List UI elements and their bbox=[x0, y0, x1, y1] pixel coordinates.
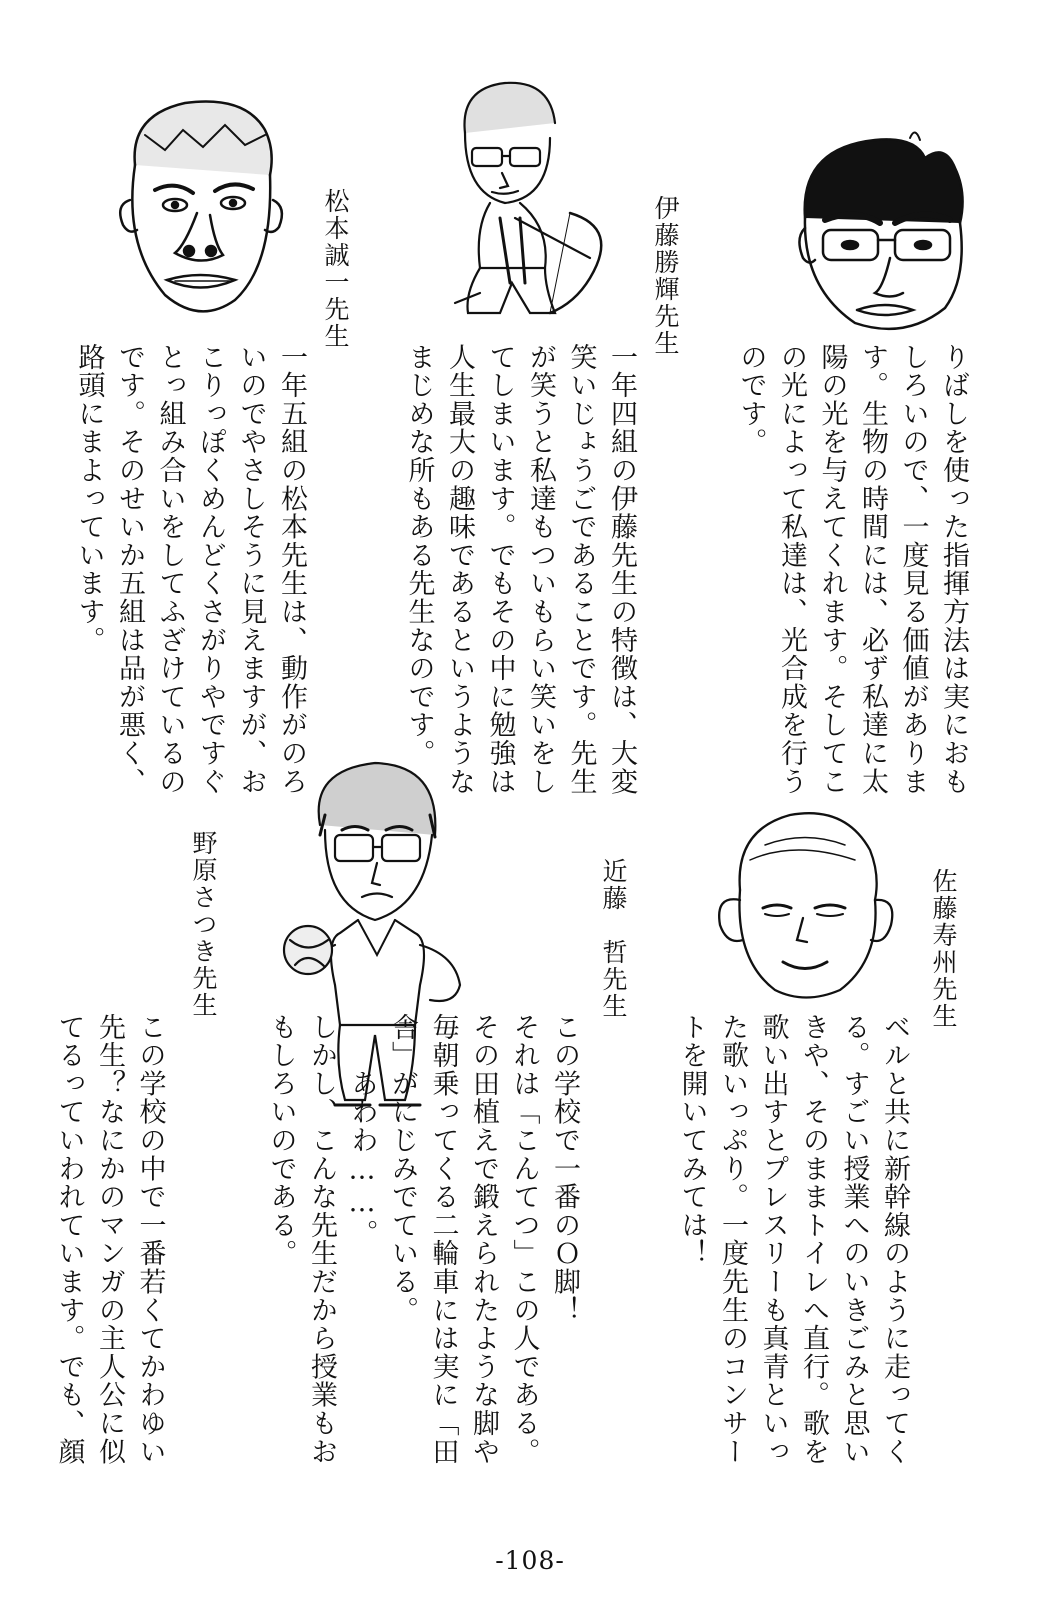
ito-teacher-description: 一年四組の伊藤先生の特徴は、大変 笑いじょうごであることです。先生 が笑うと私達もついもらい笑いをし てしまいます。でもその中に勉強は 人生最大の趣味であるというような まじめな所もある先生なのです。 bbox=[403, 343, 637, 796]
biology-teacher-description: りばしを使った指揮方法は実におも しろいので、一度見る価値がありま す。生物の時間には、必ず私達に太 陽の光を与えてくれます。そしてこ の光によって私達は、光合成を行う のです。 bbox=[735, 343, 969, 796]
page-number: -108- bbox=[495, 1546, 565, 1575]
matsumoto-teacher-description: 一年五組の松本先生は、動作がのろ いのでやさしそうに見えますが、お こりっぽくめんどくさがりやですぐ とっ組み合いをしてふざけているの です。そのせいか五組は品が悪く、 路頭にまよっています。 bbox=[73, 343, 307, 796]
nohara-teacher-name: 野原さつき先生 bbox=[189, 830, 218, 1019]
nohara-teacher-description: この学校の中で一番若くてかわゆい 先生？なにかのマンガの主人公に似 てるっていわれています。でも、顔 bbox=[53, 1013, 166, 1466]
matsumoto-teacher-name: 松本誠一先生 bbox=[321, 188, 350, 350]
portrait-sato bbox=[705, 800, 895, 1005]
sato-teacher-name: 佐藤寿州先生 bbox=[929, 868, 958, 1030]
kondo-teacher-name: 近藤 哲先生 bbox=[599, 858, 628, 1020]
kondo-teacher-description: この学校で一番のＯ脚！ それは「こんてつ」この人である。 その田植えで鍛えられたような脚や 毎朝乗ってくる二輪車には実に「田 舎」がにじみでている。 あわわ……。 しかし、こんな先生だから授業もお もしろいのである。 bbox=[265, 1013, 580, 1466]
portrait-biology-teacher bbox=[795, 128, 975, 338]
portrait-matsumoto bbox=[105, 95, 295, 330]
portrait-ito bbox=[450, 78, 620, 328]
ito-teacher-name: 伊藤勝輝先生 bbox=[651, 195, 680, 357]
sato-teacher-description: ベルと共に新幹線のように走ってく る。すごい授業へのいきごみと思い きや、そのままトイレへ直行。歌を 歌い出すとプレスリーも真青といっ た歌いっぷり。一度先生のコンサー トを開いてみては！ bbox=[676, 1013, 910, 1466]
